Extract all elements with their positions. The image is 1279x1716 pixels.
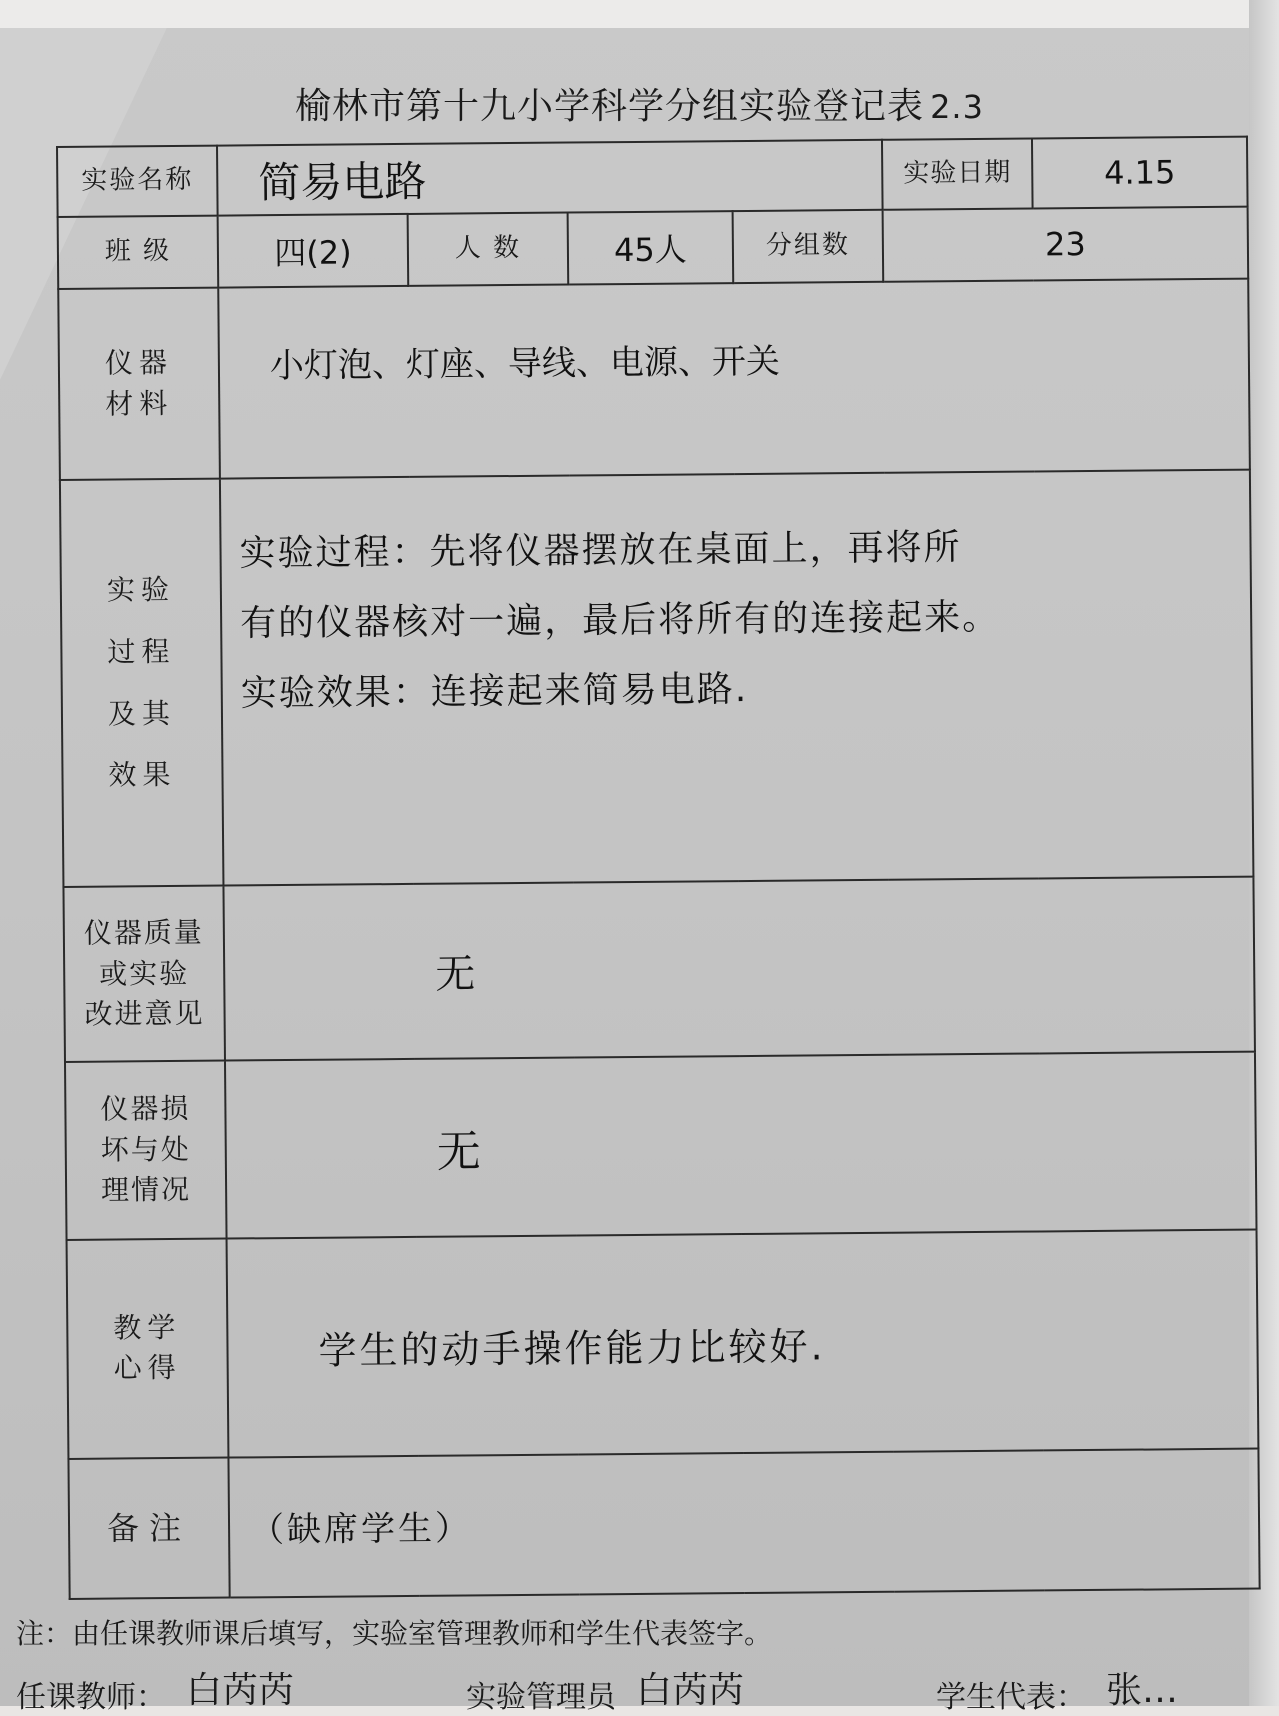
process-label-line-1: 实验 <box>106 573 176 607</box>
teaching-value: 学生的动手操作能力比较好. <box>227 1229 1259 1457</box>
people-label: 人 数 <box>408 213 569 287</box>
exp-date-value: 4.15 <box>1032 137 1248 209</box>
quality-label <box>63 886 225 1063</box>
quality-label-line-1: 仪器质量 <box>83 915 205 950</box>
process-label <box>60 478 224 887</box>
teaching-label-line-1: 教学 <box>113 1310 182 1345</box>
manager-signature: 白芮芮 <box>636 1670 745 1711</box>
process-text <box>220 469 1254 885</box>
quality-label-line-3: 改进意见 <box>84 996 205 1031</box>
footer-note: 注：由任课教师课后填写，实验室管理教师和学生代表签字。 <box>16 1617 773 1650</box>
student-signature: 张… <box>1106 1670 1179 1711</box>
row-process <box>60 469 1254 887</box>
teacher-label: 任课教师： <box>16 1680 166 1715</box>
row-teaching <box>67 1229 1259 1458</box>
teacher-signature: 白芮芮 <box>186 1670 295 1711</box>
materials-value: 小灯泡、灯座、导线、电源、开关 <box>218 279 1250 479</box>
process-label-line-2: 过程 <box>107 634 176 669</box>
row-experiment-name <box>57 137 1248 217</box>
materials-label-line-1: 仪器 <box>104 346 174 380</box>
damage-label <box>65 1061 227 1240</box>
materials-label-line-2: 材料 <box>105 386 174 421</box>
materials-label <box>58 288 220 480</box>
row-materials <box>58 279 1250 480</box>
form-title <box>0 78 1279 129</box>
paper-top-edge <box>0 0 1279 28</box>
row-notes <box>68 1448 1259 1599</box>
row-class-info <box>58 207 1249 290</box>
damage-value: 无 <box>225 1052 1257 1238</box>
notes-value: （缺席学生） <box>228 1448 1259 1597</box>
process-line-3: 实验效果：连接起来简易电路. <box>240 669 749 715</box>
student-label: 学生代表： <box>936 1680 1086 1715</box>
row-damage <box>65 1052 1257 1240</box>
process-label-line-4: 效果 <box>108 758 177 792</box>
groups-value: 23 <box>883 207 1249 282</box>
exp-name-label: 实验名称 <box>57 146 218 217</box>
damage-label-line-1: 仪器损 <box>100 1092 191 1126</box>
exp-name-value: 简易电路 <box>217 140 883 216</box>
damage-label-line-3: 理情况 <box>100 1173 192 1208</box>
class-label: 班 级 <box>58 216 219 290</box>
notes-label: 备注 <box>68 1457 229 1599</box>
teaching-label-line-2: 心得 <box>113 1351 182 1385</box>
quality-value: 无 <box>223 877 1255 1061</box>
manager-label: 实验管理员 <box>466 1680 616 1715</box>
damage-label-line-2: 坏与处 <box>100 1132 191 1167</box>
process-label-line-3: 及其 <box>107 696 177 731</box>
teaching-label <box>67 1238 229 1458</box>
groups-label: 分组数 <box>733 210 884 284</box>
form-title-number: 2.3 <box>930 88 984 126</box>
class-value: 四(2) <box>218 214 409 288</box>
exp-date-label: 实验日期 <box>882 138 1033 209</box>
row-quality <box>63 877 1254 1063</box>
people-value: 45人 <box>568 211 734 285</box>
registration-form-table <box>56 136 1261 1600</box>
quality-label-line-2: 或实验 <box>99 956 190 991</box>
process-line-1: 实验过程：先将仪器摆放在桌面上，再将所 <box>239 526 962 575</box>
process-line-2: 有的仪器核对一遍，最后将所有的连接起来。 <box>239 596 1001 645</box>
form-title-text: 榆林市第十九小学科学分组实验登记表 <box>295 86 925 127</box>
